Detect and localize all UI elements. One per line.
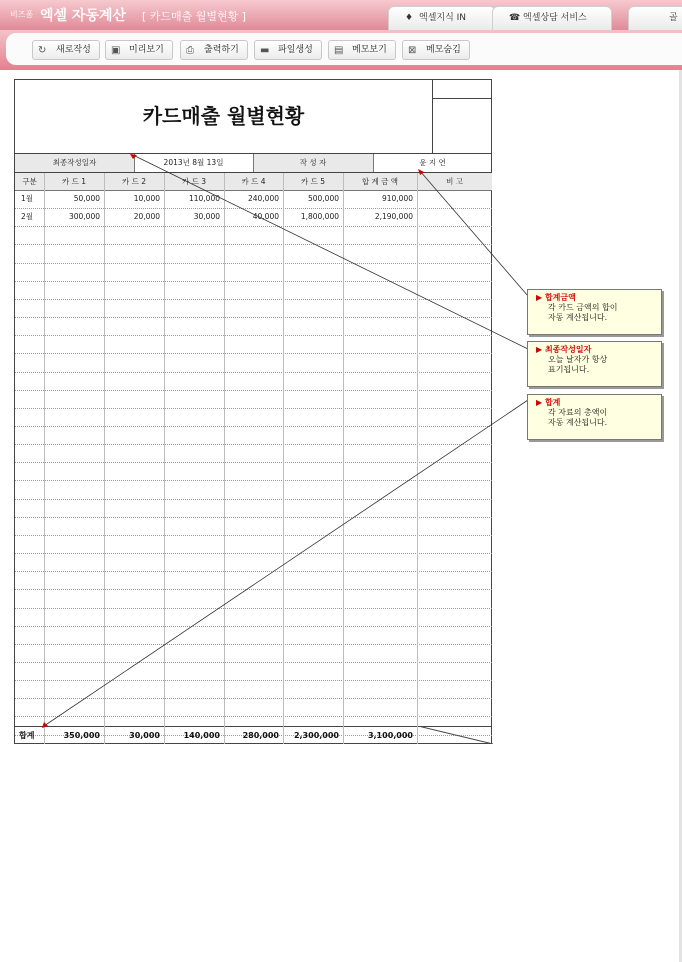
table-cell[interactable]: 110,000 — [188, 194, 220, 203]
table-cell[interactable]: 1월 — [21, 194, 34, 203]
date-value[interactable]: 2013년 8월 13일 — [163, 158, 224, 167]
date-label: 최종작성일자 — [15, 154, 134, 172]
memo-icon: ▤ — [334, 45, 344, 56]
button-label: 미리보기 — [129, 45, 164, 55]
memo-line: 표기됩니다. — [548, 365, 590, 374]
table-cell[interactable]: 2,190,000 — [374, 212, 413, 222]
column-header: 카 드 1 — [44, 173, 104, 190]
memo-line: 각 자료의 총액이 — [548, 408, 608, 417]
table-cell[interactable]: 2월 — [21, 212, 34, 222]
total-cell: 140,000 — [183, 731, 220, 740]
memo-title: ▶ 합계 — [536, 398, 561, 407]
table-cell[interactable]: 500,000 — [307, 194, 339, 203]
memo-title: ▶ 합계금액 — [536, 293, 576, 302]
memo-total-amount — [527, 289, 662, 335]
button-label: 파일생성 — [278, 45, 313, 55]
memo-total — [527, 394, 662, 440]
comment-marker — [42, 722, 48, 728]
monitor-icon: ▣ — [111, 45, 121, 56]
phone-icon: ☎ — [509, 13, 521, 23]
author-label: 작 성 자 — [253, 154, 373, 172]
total-cell: 합계 — [19, 731, 35, 740]
total-cell: 3,100,000 — [367, 731, 413, 740]
memo-title: ▶ 최종작성일자 — [536, 345, 592, 354]
column-header: 카 드 5 — [283, 173, 343, 190]
button-label: 출력하기 — [204, 45, 239, 55]
total-cell: 280,000 — [242, 731, 279, 740]
column-header: 구분 — [15, 173, 44, 190]
table-cell[interactable]: 10,000 — [133, 194, 160, 203]
memo-last-date — [527, 341, 662, 387]
memo-title-text: 합계금액 — [544, 293, 576, 302]
lightbulb-icon: ♦ — [405, 13, 414, 23]
memo-hide-icon: ⊠ — [408, 45, 417, 56]
folder-icon: ▬ — [260, 45, 270, 56]
total-cell: 2,300,000 — [293, 731, 339, 740]
tab-label: 엑셀상담 서비스 — [523, 13, 587, 23]
column-header: 카 드 2 — [104, 173, 164, 190]
memo-line: 각 카드 금액의 합이 — [548, 303, 618, 312]
table-cell[interactable]: 910,000 — [381, 194, 413, 203]
document-title: [ 카드매출 월별현황 ] — [142, 10, 247, 23]
print-icon: ⎙ — [186, 45, 194, 56]
brand-small: 비즈폼 — [10, 10, 34, 19]
column-header: 카 드 4 — [224, 173, 283, 190]
table-cell[interactable]: 1,800,000 — [300, 212, 339, 222]
column-header: 합 계 금 액 — [343, 173, 417, 190]
memo-title-text: 최종작성일자 — [544, 345, 592, 354]
refresh-icon: ↻ — [38, 45, 47, 56]
table-cell[interactable]: 20,000 — [133, 212, 160, 222]
column-header: 카 드 3 — [164, 173, 224, 190]
table-cell[interactable]: 30,000 — [193, 212, 220, 222]
memo-title-text: 합계 — [544, 398, 561, 407]
button-label: 메모보기 — [352, 45, 387, 55]
sheet-title: 카드매출 월별현황 — [142, 104, 305, 128]
total-cell: 350,000 — [63, 731, 100, 740]
button-label: 메모숨김 — [426, 45, 461, 55]
total-cell: 30,000 — [129, 731, 160, 740]
column-header: 비 고 — [417, 173, 492, 190]
table-cell[interactable]: 40,000 — [252, 212, 279, 222]
table-cell[interactable]: 50,000 — [73, 194, 100, 203]
memo-line: 자동 계산됩니다. — [548, 418, 608, 427]
brand-name: 엑셀 자동계산 — [40, 8, 127, 24]
tab-label: 골 — [669, 13, 678, 23]
tab-label: 엑셀지식 IN — [419, 13, 467, 23]
table-cell[interactable]: 240,000 — [247, 194, 279, 203]
author-value[interactable]: 윤 지 연 — [419, 158, 446, 167]
memo-line: 자동 계산됩니다. — [548, 313, 608, 322]
memo-line: 오늘 날자가 항상 — [548, 355, 608, 364]
table-cell[interactable]: 300,000 — [68, 212, 100, 222]
button-label: 새로작성 — [56, 45, 91, 55]
